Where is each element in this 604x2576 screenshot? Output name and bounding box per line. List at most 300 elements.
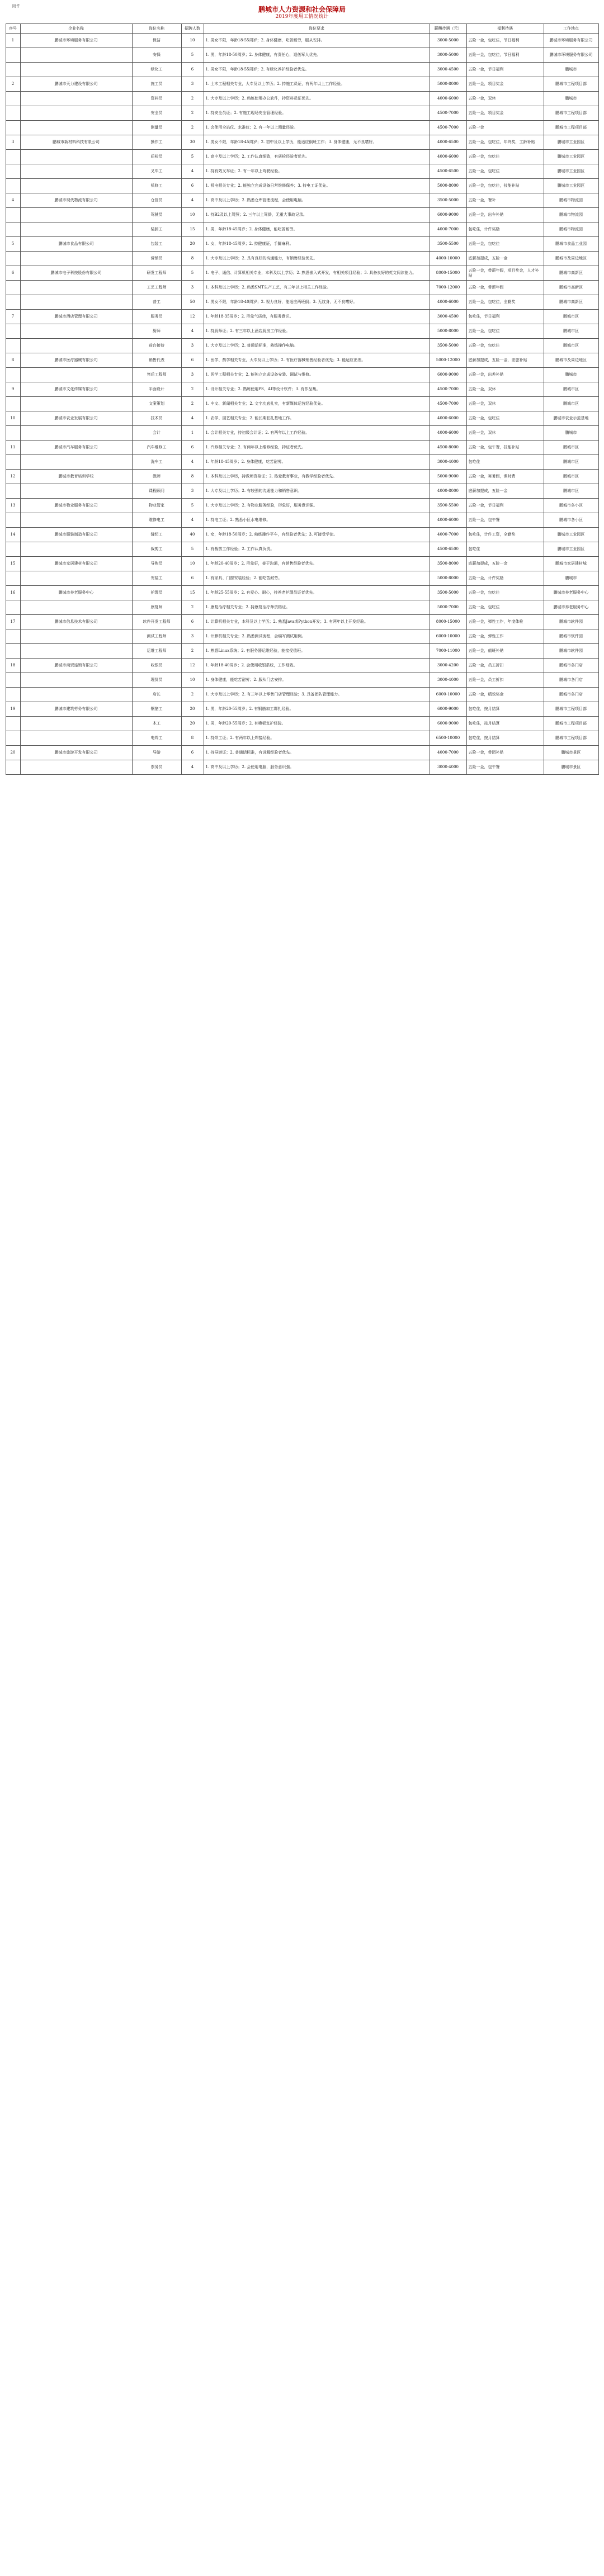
cell-benefits: 五险一金，绩效奖金 [466,688,544,702]
cell-no [6,295,20,310]
cell-benefits: 包吃住，节日福利 [466,310,544,324]
document-title: 鹏城市人力资源和社会保障局 [258,6,346,13]
cell-requirements: 1. 本科及以上学历，持教师资格证；2. 热爱教育事业，有教学经验者优先。 [204,470,430,484]
cell-company [20,629,132,644]
cell-benefits: 五险一金，项目奖金 [466,106,544,121]
title-block [0,6,604,20]
cell-count: 5 [181,150,204,164]
cell-no [6,179,20,193]
table-row [6,397,598,411]
cell-requirements: 1. 年龄18-35周岁；2. 形象气质佳，有服务意识。 [204,310,430,324]
cell-company: 鹏城市建筑劳务有限公司 [20,702,132,717]
header-salary: 薪酬待遇（元） [430,24,466,34]
cell-requirements: 1. 设计相关专业；2. 熟练使用PS、AI等设计软件；3. 有作品集。 [204,382,430,397]
cell-location: 鹏城市环境服务有限公司 [544,48,598,63]
cell-position: 收银员 [132,659,181,673]
cell-no: 5 [6,237,20,252]
cell-benefits: 五险一金，出差补贴 [466,368,544,382]
cell-count: 1 [181,426,204,441]
table-row [6,368,598,382]
cell-company: 鹏城市食品有限公司 [20,237,132,252]
cell-requirements: 1. 机电相关专业；2. 能独立完成设备日常维修保养；3. 持电工证优先。 [204,179,430,193]
cell-no: 19 [6,702,20,717]
cell-benefits: 五险一金，包吃住，节日福利 [466,48,544,63]
cell-benefits: 包吃住，按月结算 [466,702,544,717]
cell-salary: 6000-9000 [430,368,466,382]
cell-requirements: 1. 男女不限，年龄18-40周岁；2. 视力良好，能适应两班倒；3. 无纹身，无不良嗜好。 [204,295,430,310]
cell-count: 4 [181,513,204,528]
cell-count: 8 [181,252,204,266]
header-position: 岗位名称 [132,24,181,34]
cell-salary: 4000-6000 [430,426,466,441]
cell-salary: 8000-15000 [430,615,466,629]
cell-count: 3 [181,77,204,92]
cell-count: 2 [181,92,204,106]
cell-requirements: 1. 大专及以上学历；2. 有较强的沟通能力和销售意识。 [204,484,430,499]
cell-count: 6 [181,441,204,455]
cell-company [20,542,132,557]
cell-no [6,542,20,557]
cell-count: 10 [181,557,204,571]
cell-location: 鹏城市工业园区 [544,542,598,557]
cell-benefits: 五险一金，包吃住 [466,600,544,615]
cell-position: 厨师 [132,324,181,339]
cell-location: 鹏城市及周边地区 [544,252,598,266]
cell-requirements: 1. 女，年龄18-45周岁；2. 持健康证，手脚麻利。 [204,237,430,252]
cell-position: 运维工程师 [132,644,181,659]
cell-location: 鹏城市 [544,426,598,441]
cell-company [20,48,132,63]
cell-count: 4 [181,760,204,775]
cell-position: 会计 [132,426,181,441]
cell-position: 研发工程师 [132,266,181,281]
table-row [6,77,598,92]
cell-requirements: 1. 计算机相关专业；2. 熟悉测试流程，会编写测试用例。 [204,629,430,644]
cell-position: 安装工 [132,571,181,586]
cell-salary: 5000-8000 [430,77,466,92]
cell-benefits: 五险一金，双休 [466,397,544,411]
cell-location: 鹏城市区 [544,455,598,470]
cell-location: 鹏城市区 [544,397,598,411]
cell-count: 5 [181,542,204,557]
cell-salary: 5000-9000 [430,470,466,484]
cell-count: 3 [181,368,204,382]
cell-location: 鹏城市软件园 [544,644,598,659]
cell-location: 鹏城市 [544,92,598,106]
table-row [6,746,598,760]
cell-no [6,92,20,106]
cell-no [6,760,20,775]
cell-location: 鹏城市各门店 [544,673,598,688]
cell-count: 6 [181,615,204,629]
table-row [6,339,598,353]
cell-no: 2 [6,77,20,92]
cell-company [20,222,132,237]
cell-count: 4 [181,164,204,179]
cell-position: 钢筋工 [132,702,181,717]
table-row [6,528,598,542]
cell-no: 8 [6,353,20,368]
cell-requirements: 1. 有裁剪工作经验；2. 工作认真负责。 [204,542,430,557]
cell-count: 4 [181,324,204,339]
cell-company [20,106,132,121]
cell-no [6,717,20,731]
cell-requirements: 1. 中文、新闻相关专业；2. 文字功底扎实，有新媒体运营经验优先。 [204,397,430,411]
cell-benefits: 五险一金，双休 [466,426,544,441]
cell-requirements: 1. 大专及以上学历；2. 普通话标准，熟练操作电脑。 [204,339,430,353]
cell-count: 3 [181,484,204,499]
cell-benefits: 五险一金，包吃住 [466,164,544,179]
cell-benefits: 底薪加提成，五险一金 [466,557,544,571]
cell-location: 鹏城市软件园 [544,615,598,629]
cell-count: 5 [181,266,204,281]
cell-benefits: 五险一金，包吃住 [466,150,544,164]
cell-salary: 4500-7000 [430,382,466,397]
cell-location: 鹏城市食品工业园 [544,237,598,252]
cell-count: 6 [181,571,204,586]
cell-salary: 6000-10000 [430,629,466,644]
cell-no [6,252,20,266]
cell-no [6,368,20,382]
cell-no [6,455,20,470]
cell-no: 3 [6,135,20,150]
cell-salary: 3500-8000 [430,557,466,571]
cell-no: 7 [6,310,20,324]
cell-no: 4 [6,193,20,208]
cell-benefits: 包吃住 [466,455,544,470]
cell-count: 6 [181,353,204,368]
corner-note: 附件 [12,4,20,8]
document-subtitle: 2019年度用工情况统计 [275,14,329,20]
cell-salary: 7000-11000 [430,644,466,659]
cell-location: 鹏城市工程项目部 [544,121,598,135]
cell-no [6,571,20,586]
table-row [6,34,598,48]
cell-position: 驾驶员 [132,208,181,222]
cell-position: 票务员 [132,760,181,775]
cell-position: 绿化工 [132,63,181,77]
cell-requirements: 1. 年龄18-45周岁；2. 身体健康，吃苦耐劳。 [204,455,430,470]
table-row [6,586,598,600]
cell-requirements: 1. 持导游证；2. 普通话标准，有讲解经验者优先。 [204,746,430,760]
cell-benefits: 五险一金，包吃住，年终奖，工龄补贴 [466,135,544,150]
cell-position: 前台接待 [132,339,181,353]
cell-benefits: 五险一金，双休 [466,92,544,106]
cell-position: 导购员 [132,557,181,571]
cell-count: 2 [181,106,204,121]
cell-count: 10 [181,208,204,222]
cell-company [20,368,132,382]
cell-benefits: 五险一金，出车补贴 [466,208,544,222]
cell-count: 2 [181,397,204,411]
cell-company: 鹏城市服装制造有限公司 [20,528,132,542]
cell-benefits: 五险一金，包吃住，节日福利 [466,34,544,48]
cell-benefits: 包吃住，计件奖励 [466,222,544,237]
cell-requirements: 1. 计算机相关专业，本科及以上学历；2. 熟悉Java或Python开发；3. 有两年以上开发经验。 [204,615,430,629]
cell-requirements: 1. 持有效叉车证；2. 有一年以上驾驶经验。 [204,164,430,179]
table-row [6,629,598,644]
cell-requirements: 1. 有家具、门窗安装经验；2. 能吃苦耐劳。 [204,571,430,586]
table-row [6,179,598,193]
cell-salary: 3000-4000 [430,673,466,688]
cell-position: 营销员 [132,252,181,266]
cell-count: 12 [181,659,204,673]
cell-no: 15 [6,557,20,571]
cell-salary: 4000-6000 [430,150,466,164]
cell-company: 鹏城市信息技术有限公司 [20,615,132,629]
cell-count: 50 [181,295,204,310]
cell-count: 6 [181,179,204,193]
cell-count: 3 [181,281,204,295]
cell-position: 缝纫工 [132,528,181,542]
cell-salary: 3000-4000 [430,760,466,775]
cell-no [6,63,20,77]
cell-requirements: 1. 身体健康，能吃苦耐劳；2. 服从门店安排。 [204,673,430,688]
cell-position: 装卸工 [132,222,181,237]
cell-benefits: 五险一金，弹性工作 [466,629,544,644]
cell-salary: 4000-7000 [430,222,466,237]
table-row [6,499,598,513]
cell-benefits: 五险一金，包吃住 [466,586,544,600]
header-no: 序号 [6,24,20,34]
cell-count: 3 [181,339,204,353]
cell-requirements: 1. 会计相关专业，持初级会计证；2. 有两年以上工作经验。 [204,426,430,441]
table-row [6,717,598,731]
table-row [6,542,598,557]
cell-position: 物业管家 [132,499,181,513]
table-row [6,673,598,688]
cell-count: 8 [181,470,204,484]
cell-benefits: 五险一金，包午餐 [466,760,544,775]
cell-count: 10 [181,34,204,48]
cell-location: 鹏城市家居建材城 [544,557,598,571]
cell-company [20,426,132,441]
cell-count: 20 [181,717,204,731]
header-requirements: 岗位要求 [204,24,430,34]
cell-salary: 3000-4500 [430,310,466,324]
cell-location: 鹏城市养老服务中心 [544,600,598,615]
cell-benefits: 底薪加提成，五险一金，差旅补贴 [466,353,544,368]
cell-position: 保洁 [132,34,181,48]
table-row [6,455,598,470]
cell-benefits: 五险一金，弹性工作，年度体检 [466,615,544,629]
cell-position: 测试工程师 [132,629,181,644]
cell-count: 40 [181,528,204,542]
cell-requirements: 1. 男，年龄18-45周岁；2. 身体健康，能吃苦耐劳。 [204,222,430,237]
cell-company: 鹏城市文化传媒有限公司 [20,382,132,397]
cell-no: 10 [6,411,20,426]
header-benefits: 福利待遇 [466,24,544,34]
cell-no [6,324,20,339]
cell-salary: 4000-6000 [430,295,466,310]
cell-requirements: 1. 大专及以上学历；2. 有物业服务经验，形象好，服务意识强。 [204,499,430,513]
cell-count: 10 [181,673,204,688]
cell-location: 鹏城市区 [544,310,598,324]
cell-no [6,164,20,179]
table-row [6,760,598,775]
cell-no [6,600,20,615]
cell-requirements: 1. 年龄25-55周岁；2. 有爱心、耐心，持养老护理员证者优先。 [204,586,430,600]
cell-location: 鹏城市环境服务有限公司 [544,34,598,48]
cell-no [6,339,20,353]
cell-requirements: 1. 年龄18-40周岁；2. 会使用收银系统，工作细致。 [204,659,430,673]
cell-location: 鹏城市及周边地区 [544,353,598,368]
cell-location: 鹏城市物流园 [544,222,598,237]
cell-requirements: 1. 土木工程相关专业，大专及以上学历；2. 持施工员证，有两年以上工作经验。 [204,77,430,92]
cell-count: 2 [181,688,204,702]
cell-salary: 3500-5000 [430,586,466,600]
cell-location: 鹏城市区 [544,324,598,339]
cell-salary: 7000-12000 [430,281,466,295]
cell-location: 鹏城市景区 [544,760,598,775]
cell-requirements: 1. 大专及以上学历；2. 有三年以上零售门店管理经验；3. 具备团队管理能力。 [204,688,430,702]
cell-salary: 6500-10000 [430,731,466,746]
cell-position: 护理员 [132,586,181,600]
cell-location: 鹏城市工业园区 [544,179,598,193]
cell-position: 教师 [132,470,181,484]
cell-position: 维修电工 [132,513,181,528]
cell-position: 理货员 [132,673,181,688]
cell-requirements: 1. 高中及以上学历；2. 工作认真细致，有质检经验者优先。 [204,150,430,164]
cell-no [6,121,20,135]
cell-company [20,717,132,731]
table-row [6,441,598,455]
cell-position: 施工员 [132,77,181,92]
cell-benefits: 包吃住，按月结算 [466,731,544,746]
table-row [6,644,598,659]
cell-salary: 4000-6000 [430,513,466,528]
cell-requirements: 1. 持安全员证；2. 有施工现场安全管理经验。 [204,106,430,121]
cell-company [20,179,132,193]
cell-benefits: 五险一金，包吃住，全勤奖 [466,295,544,310]
cell-company [20,571,132,586]
cell-no [6,688,20,702]
cell-position: 普工 [132,295,181,310]
cell-company: 鹏城市物业服务有限公司 [20,499,132,513]
cell-requirements: 1. 持厨师证；2. 有三年以上酒店厨房工作经验。 [204,324,430,339]
cell-requirements: 1. 女，年龄18-50周岁；2. 熟练操作平车，有经验者优先；3. 可接受学徒。 [204,528,430,542]
cell-benefits: 五险一金，值班补贴 [466,644,544,659]
table-row [6,426,598,441]
cell-location: 鹏城市景区 [544,746,598,760]
cell-company: 鹏城市养老服务中心 [20,586,132,600]
cell-company [20,281,132,295]
cell-salary: 5000-7000 [430,600,466,615]
cell-requirements: 1. 男，年龄20-55周岁；2. 有钢筋加工绑扎经验。 [204,702,430,717]
cell-salary: 4000-8000 [430,484,466,499]
cell-location: 鹏城市工程项目部 [544,731,598,746]
cell-no: 1 [6,34,20,48]
cell-benefits: 包吃住，按月结算 [466,717,544,731]
cell-no: 14 [6,528,20,542]
cell-requirements: 1. 年龄20-40周岁；2. 形象好，善于沟通，有销售经验者优先。 [204,557,430,571]
cell-benefits: 五险一金，餐补 [466,193,544,208]
cell-benefits: 底薪加提成，五险一金 [466,252,544,266]
cell-company [20,673,132,688]
cell-salary: 4000-6000 [430,411,466,426]
cell-salary: 3000-5000 [430,34,466,48]
table-row [6,106,598,121]
header-company: 企业名称 [20,24,132,34]
cell-salary: 4500-7000 [430,121,466,135]
cell-count: 8 [181,731,204,746]
cell-salary: 4500-7000 [430,106,466,121]
cell-salary: 4000-7000 [430,528,466,542]
cell-requirements: 1. 医学、药学相关专业，大专及以上学历；2. 有医疗器械销售经验者优先；3. 能适应出差。 [204,353,430,368]
cell-requirements: 1. 男女不限，年龄18-55周岁；2. 身体健康，吃苦耐劳，服从安排。 [204,34,430,48]
cell-salary: 3500-5500 [430,499,466,513]
cell-salary: 4500-7000 [430,397,466,411]
cell-company [20,63,132,77]
cell-no: 13 [6,499,20,513]
cell-count: 6 [181,63,204,77]
cell-no [6,48,20,63]
cell-requirements: 1. 熟悉Linux系统；2. 有服务器运维经验，能接受值班。 [204,644,430,659]
table-row [6,600,598,615]
table-row [6,470,598,484]
header-location: 工作地点 [544,24,598,34]
cell-position: 课程顾问 [132,484,181,499]
cell-requirements: 1. 医学工程相关专业；2. 能独立完成设备安装、调试与维修。 [204,368,430,382]
cell-benefits: 五险一金，员工折扣 [466,673,544,688]
cell-position: 导游 [132,746,181,760]
cell-salary: 6000-10000 [430,688,466,702]
table-row [6,222,598,237]
cell-requirements: 1. 康复治疗相关专业；2. 持康复治疗师资格证。 [204,600,430,615]
cell-salary: 4000-6500 [430,135,466,150]
cell-salary: 3000-4500 [430,63,466,77]
cell-no: 16 [6,586,20,600]
cell-position: 测量员 [132,121,181,135]
cell-salary: 6000-9000 [430,208,466,222]
cell-no [6,629,20,644]
cell-company: 鹏城市农业发展有限公司 [20,411,132,426]
cell-no [6,150,20,164]
cell-requirements: 1. 持电工证；2. 熟悉小区水电维修。 [204,513,430,528]
cell-requirements: 1. 大专及以上学历；2. 具有良好的沟通能力，有销售经验优先。 [204,252,430,266]
cell-benefits: 五险一金，员工折扣 [466,659,544,673]
cell-company [20,600,132,615]
cell-position: 康复师 [132,600,181,615]
table-row [6,731,598,746]
cell-count: 4 [181,411,204,426]
cell-company [20,339,132,353]
cell-benefits: 五险一金，包午餐，技能补贴 [466,441,544,455]
cell-count: 15 [181,586,204,600]
cell-benefits: 包吃住 [466,542,544,557]
cell-no [6,397,20,411]
jobs-table [6,23,599,775]
cell-benefits: 包吃住，计件工资，全勤奖 [466,528,544,542]
page [0,0,604,775]
cell-requirements: 1. 汽修相关专业；2. 有两年以上维修经验，持证者优先。 [204,441,430,455]
cell-no: 17 [6,615,20,629]
cell-salary: 5000-8000 [430,571,466,586]
cell-salary: 3500-5000 [430,339,466,353]
cell-location: 鹏城市物流园 [544,208,598,222]
cell-benefits: 五险一金，包吃住 [466,411,544,426]
cell-location: 鹏城市高新区 [544,266,598,281]
cell-position: 包装工 [132,237,181,252]
cell-no [6,513,20,528]
cell-requirements: 1. 男，年龄18-50周岁；2. 身体健康，有责任心，退伍军人优先。 [204,48,430,63]
table-row [6,295,598,310]
table-row [6,121,598,135]
table-row [6,411,598,426]
cell-company [20,252,132,266]
cell-company [20,484,132,499]
cell-position: 机修工 [132,179,181,193]
